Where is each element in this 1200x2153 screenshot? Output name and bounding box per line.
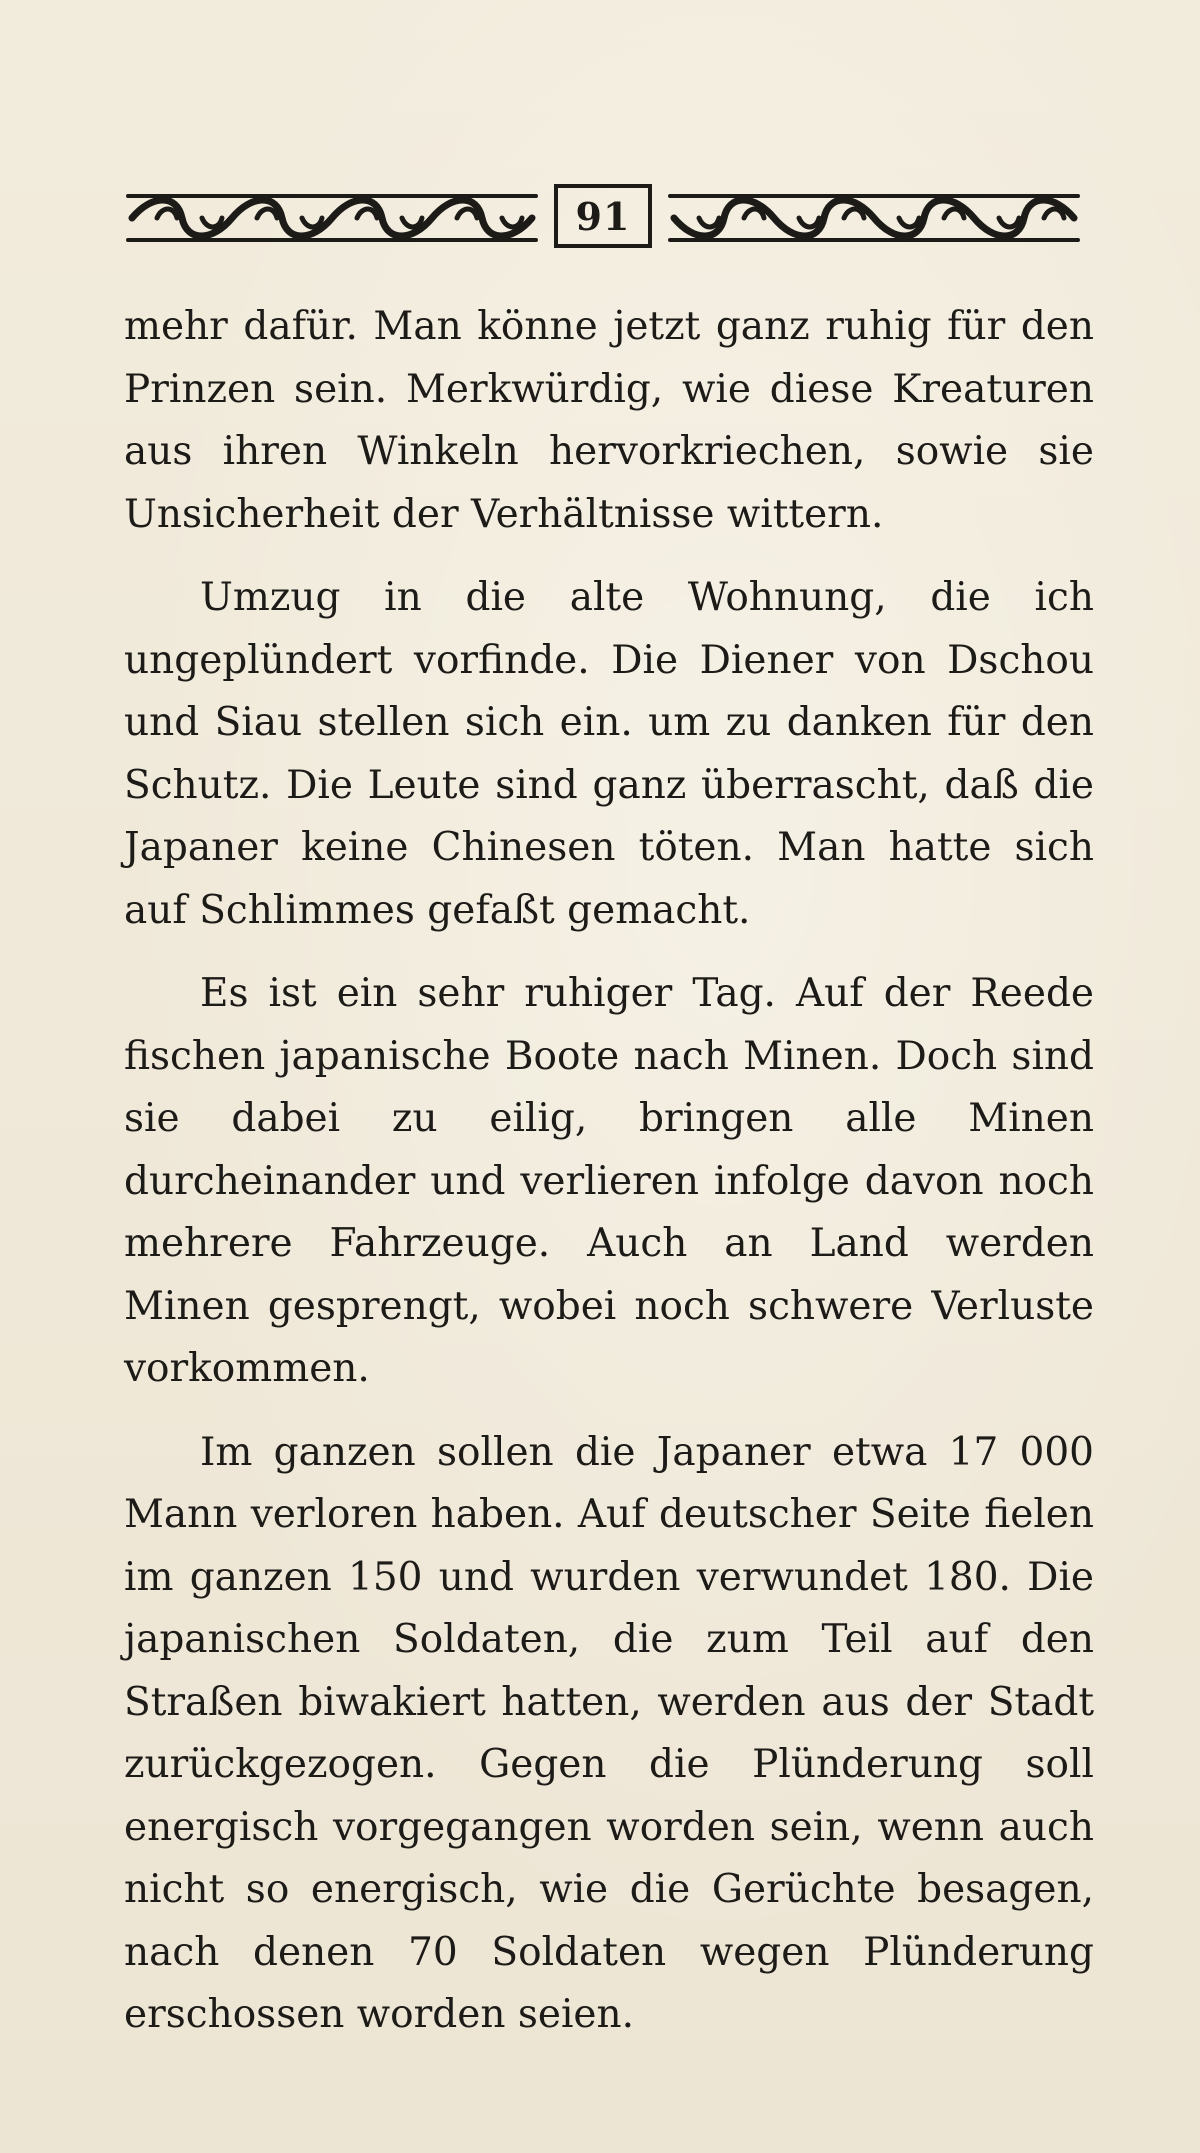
paragraph-2: Umzug in die alte Wohnung, die ich ungeplündert vorfinde. Die Diener von Dschou und Siau stellen sich ein. um zu danken für den Schutz. Die Leute sind ganz überrascht, daß die Japaner keine Chinesen töten. Man hatte sich auf Schlimmes gefaßt gemacht. (124, 575, 1094, 933)
body-text (124, 296, 1094, 2047)
scroll-ornament-right-icon (664, 188, 1084, 248)
scroll-ornament-left-icon (122, 188, 542, 248)
paragraph-3: Es ist ein sehr ruhiger Tag. Auf der Reede fischen japanische Boote nach Minen. Doch sind sie dabei zu eilig, bringen alle Minen durcheinander und verlieren infolge davon noch mehrere Fahrzeuge. Auch an Land werden Minen gesprengt, wobei noch schwere Verluste vorkommen. (124, 971, 1094, 1391)
paragraph-4: Im ganzen sollen die Japaner etwa 17 000 Mann verloren haben. Auf deutscher Seite fielen im ganzen 150 und wurden verwundet 180. Die japanischen Soldaten, die zum Teil auf den Straßen biwakiert hatten, werden aus der Stadt zurückgezogen. Gegen die Plünderung soll energisch vorgegangen worden sein, wenn auch nicht so energisch, wie die Gerüchte besagen, nach denen 70 Soldaten wegen Plünderung erschossen worden seien. (124, 1429, 1094, 2037)
page-number: 91 (554, 184, 652, 248)
page-header (122, 180, 1084, 256)
paragraph-1: mehr dafür. Man könne jetzt ganz ruhig für den Prinzen sein. Merkwürdig, wie diese Kreaturen aus ihren Winkeln hervorkriechen, sowie sie Unsicherheit der Verhältnisse wittern. (124, 304, 1094, 537)
